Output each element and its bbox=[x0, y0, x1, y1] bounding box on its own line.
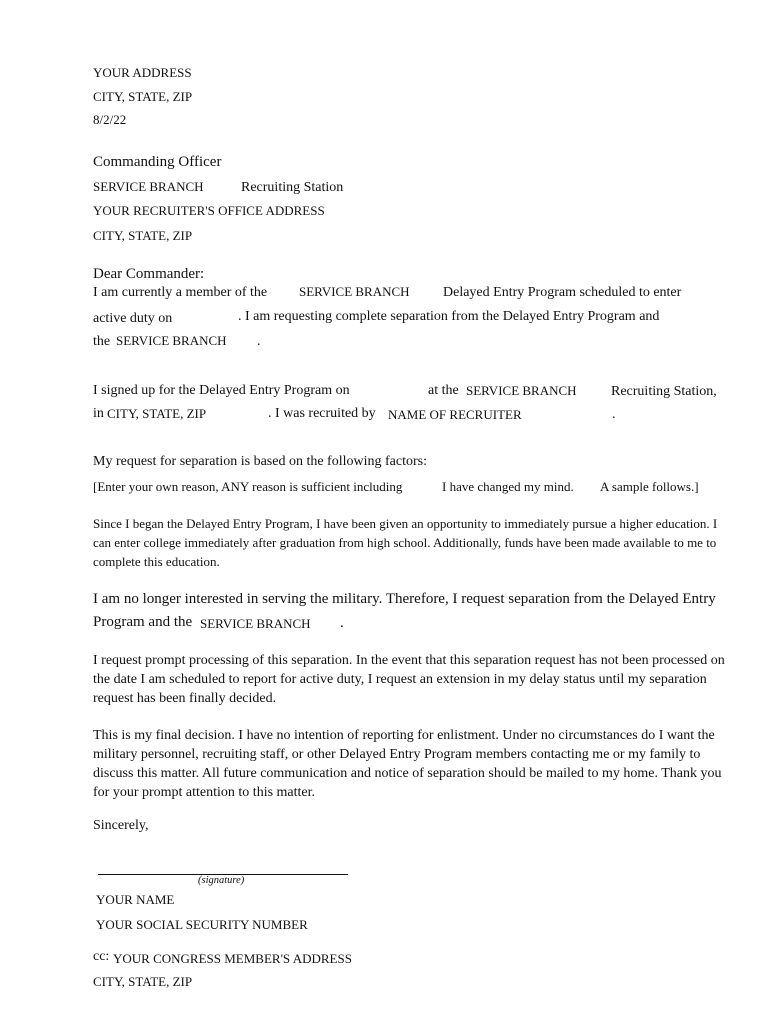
cc-address: YOUR CONGRESS MEMBER'S ADDRESS bbox=[113, 951, 352, 966]
signup-recruiting-station: Recruiting Station, bbox=[611, 384, 717, 399]
no-longer-line1: I am no longer interested in serving the military. Therefore, I request separation from the Delayed Entry bbox=[93, 591, 716, 607]
no-longer-branch: SERVICE BRANCH bbox=[200, 616, 311, 631]
signup-branch: SERVICE BRANCH bbox=[466, 383, 577, 398]
prompt-processing-paragraph: I request prompt processing of this separation. In the event that this separation request has not been processed on the date I am scheduled to report for active duty, I request an extension in my delay status until my separation request has been finally decided. bbox=[93, 653, 725, 706]
signup-recruiter-name: NAME OF RECRUITER bbox=[388, 407, 522, 422]
intro-line3-the: the bbox=[93, 334, 111, 349]
signup-line1-text: I signed up for the Delayed Entry Program on bbox=[93, 383, 350, 398]
factors-note-instruction: [Enter your own reason, ANY reason is sufficient including bbox=[93, 479, 403, 494]
cc-city-state-zip: CITY, STATE, ZIP bbox=[93, 974, 193, 989]
recipient-branch: SERVICE BRANCH bbox=[93, 179, 204, 194]
final-decision-paragraph: This is my final decision. I have no intention of reporting for enlistment. Under no circumstances do I want the military personnel, recruiting staff, or other Delayed Entry Program members contacting me or my family to discuss this matter. All future communication and notice of separation should be mailed to my home. Thank you for your prompt attention to this matter. bbox=[93, 728, 722, 800]
factors-heading: My request for separation is based on the following factors: bbox=[93, 454, 427, 469]
signup-at-the: at the bbox=[428, 383, 459, 398]
sender-address: YOUR ADDRESS bbox=[93, 65, 192, 80]
factors-note-sample: A sample follows.] bbox=[600, 479, 699, 494]
recipient-station: Recruiting Station bbox=[241, 180, 344, 195]
factors-note-example: I have changed my mind. bbox=[442, 479, 574, 494]
intro-branch: SERVICE BRANCH bbox=[299, 284, 410, 299]
intro-line3-branch: SERVICE BRANCH bbox=[116, 333, 227, 348]
sample-reason-paragraph: Since I began the Delayed Entry Program, I have been given an opportunity to immediately pursue a higher education. I can enter college immediately after graduation from high school. Additionally, funds have been made available to me to complete this education. bbox=[93, 516, 718, 569]
your-name: YOUR NAME bbox=[96, 892, 175, 907]
signup-line2-in: in bbox=[93, 406, 104, 421]
signature-caption: (signature) bbox=[198, 875, 245, 886]
intro-line2-active-duty: active duty on bbox=[93, 311, 173, 326]
letter-date: 8/2/22 bbox=[93, 112, 127, 127]
closing: Sincerely, bbox=[93, 818, 149, 833]
recipient-title: Commanding Officer bbox=[93, 154, 222, 170]
intro-line1-text: I am currently a member of the bbox=[93, 285, 268, 300]
cc-label: cc: bbox=[93, 949, 110, 964]
recipient-city-state-zip: CITY, STATE, ZIP bbox=[93, 228, 193, 243]
recipient-office-address: YOUR RECRUITER'S OFFICE ADDRESS bbox=[93, 203, 325, 218]
signup-period: . bbox=[612, 407, 616, 422]
sender-city-state-zip: CITY, STATE, ZIP bbox=[93, 89, 193, 104]
salutation: Dear Commander: bbox=[93, 266, 205, 282]
social-security-number: YOUR SOCIAL SECURITY NUMBER bbox=[96, 917, 308, 932]
no-longer-program: Program and the bbox=[93, 614, 193, 630]
intro-line1-program: Delayed Entry Program scheduled to enter bbox=[443, 285, 682, 300]
signup-recruited-by: . I was recruited by bbox=[268, 406, 376, 421]
signup-city-state-zip: CITY, STATE, ZIP bbox=[107, 406, 207, 421]
no-longer-period: . bbox=[340, 615, 344, 631]
intro-line2-request: . I am requesting complete separation from the Delayed Entry Program and bbox=[238, 309, 660, 324]
intro-line3-period: . bbox=[257, 334, 261, 349]
